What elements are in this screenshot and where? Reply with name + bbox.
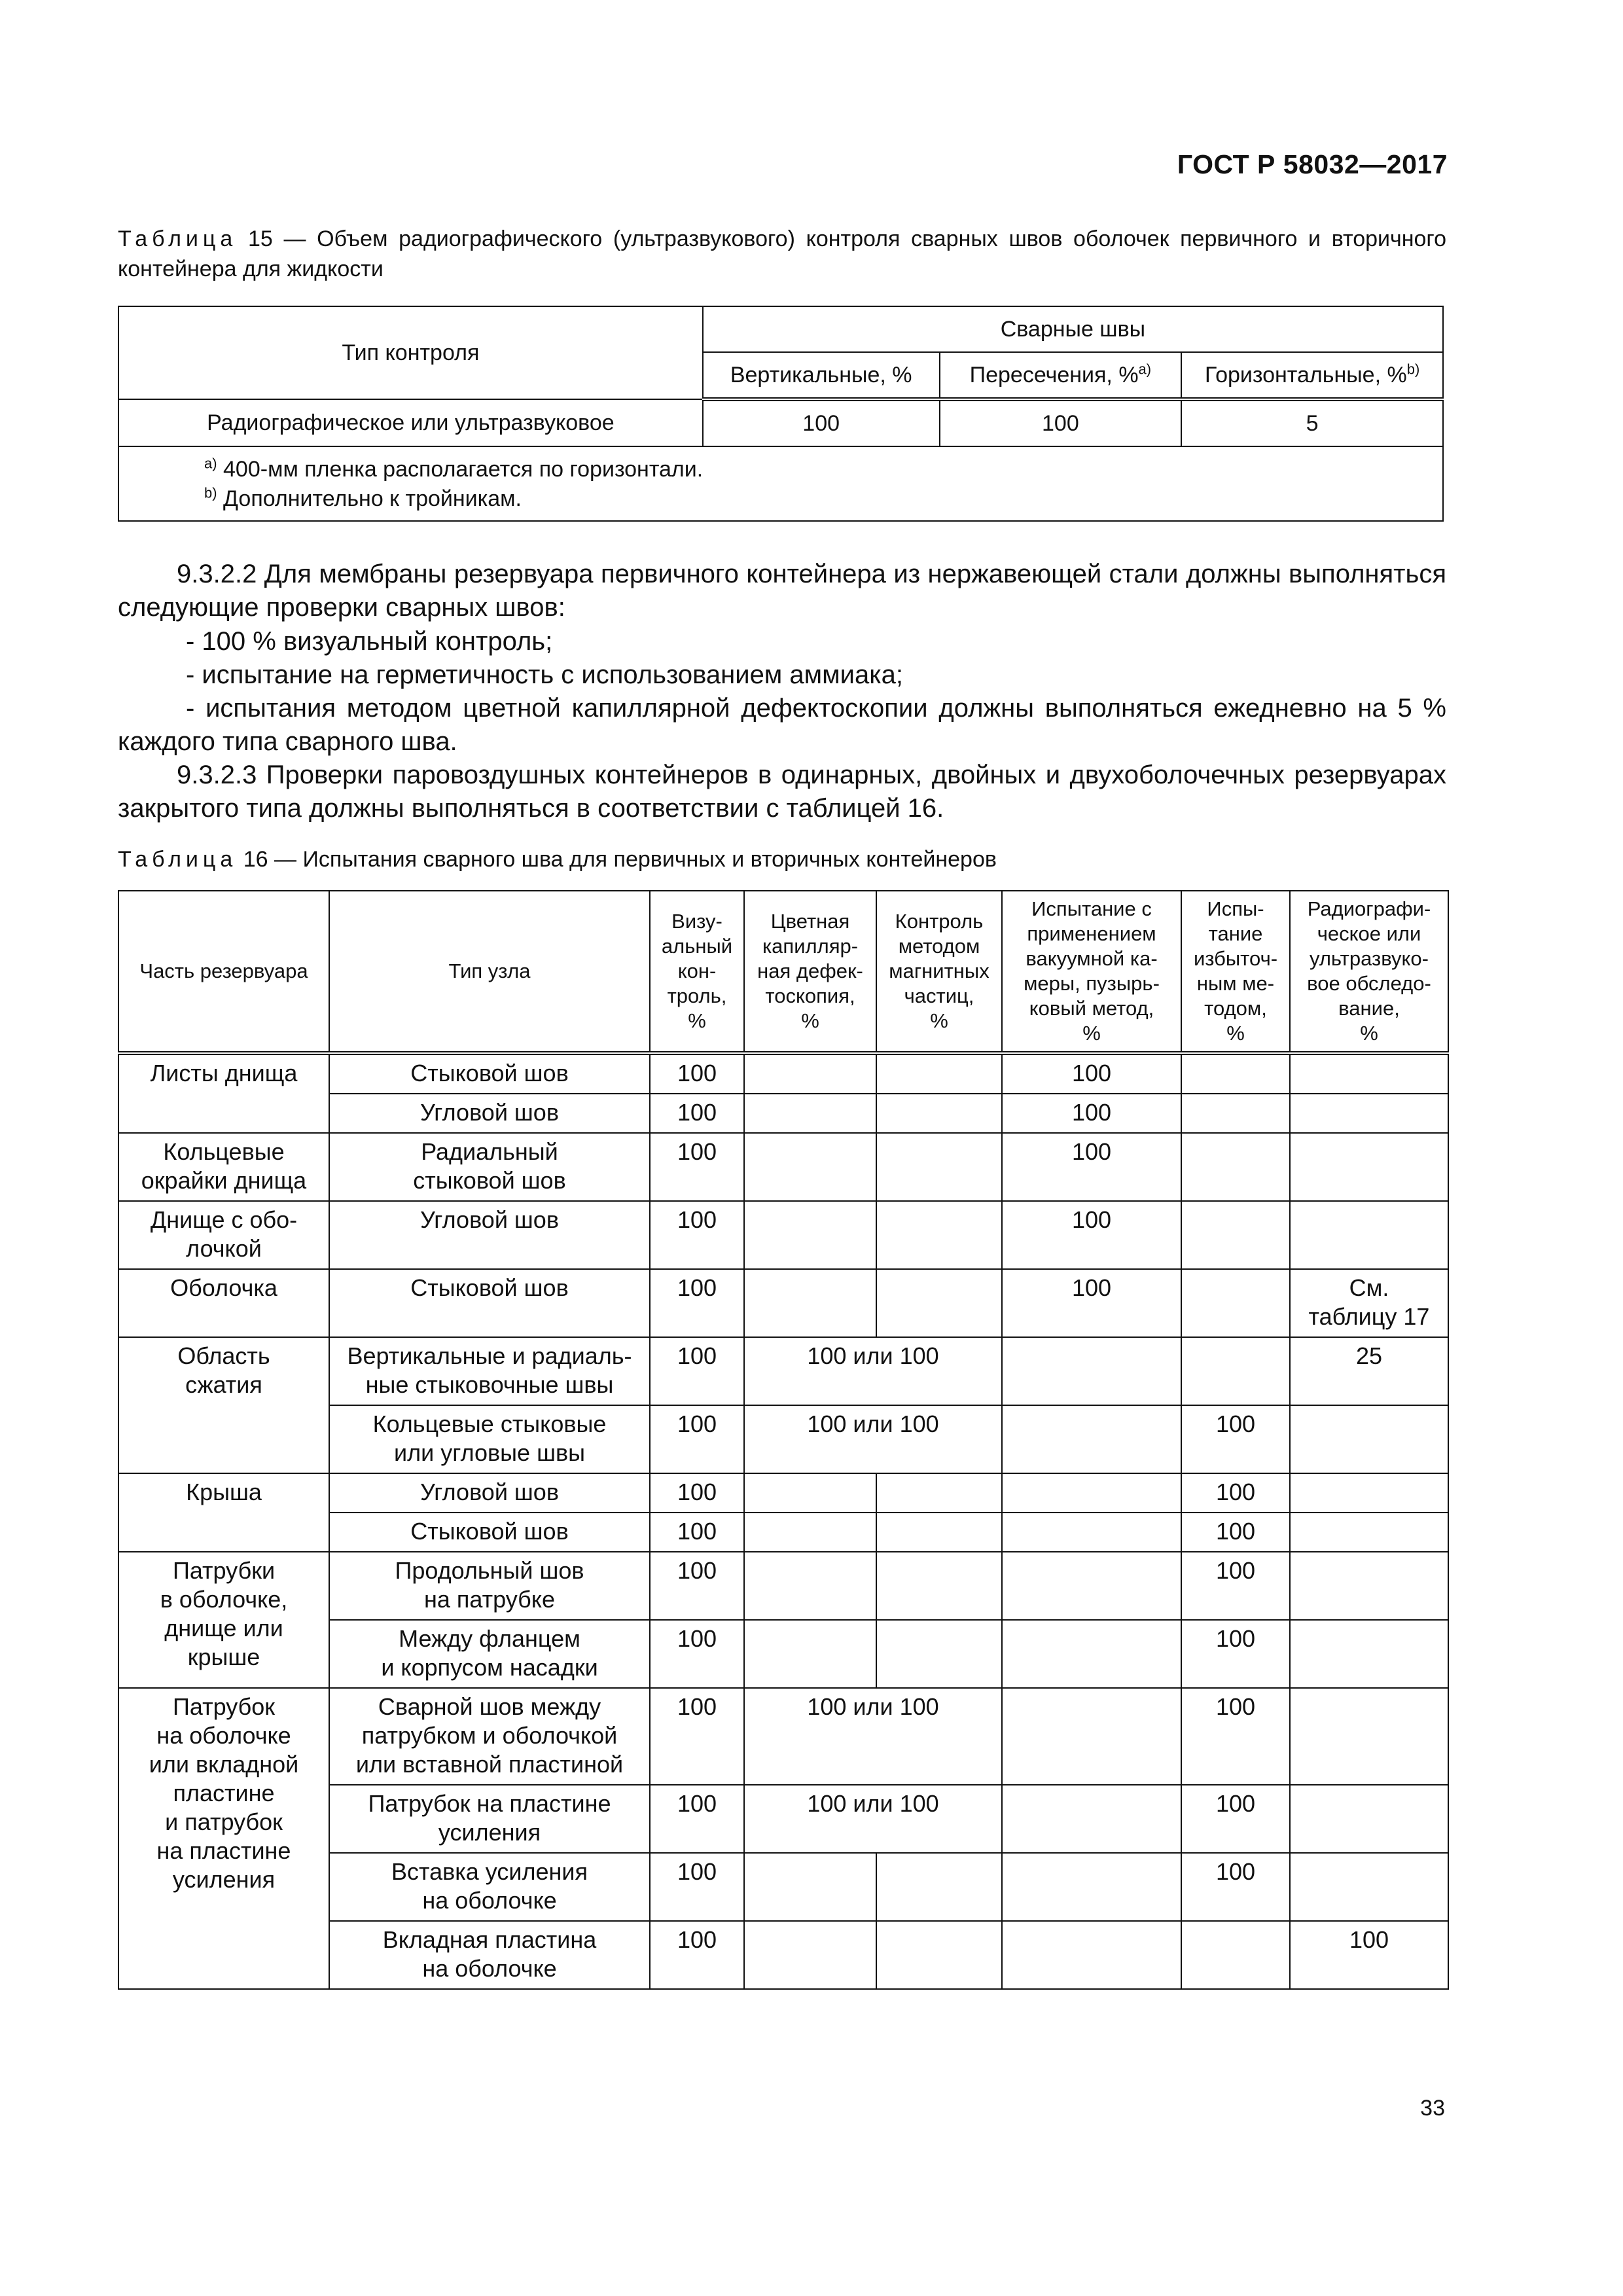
table15-note-b xyxy=(204,484,1442,514)
table-cell xyxy=(1002,1337,1181,1405)
table-cell xyxy=(1002,1688,1181,1785)
table-cell xyxy=(876,1473,1002,1513)
table15-header-welds: Сварные швы xyxy=(703,306,1443,352)
table-cell: Угловой шов xyxy=(329,1201,650,1269)
table-cell: 100 или 100 xyxy=(744,1337,1002,1405)
table-cell: 100 xyxy=(650,1133,744,1201)
table-cell: Область сжатия xyxy=(118,1337,329,1473)
table-cell xyxy=(1290,1133,1448,1201)
table-cell xyxy=(1290,1405,1448,1473)
table-cell xyxy=(876,1094,1002,1133)
table-cell: Сварной шов между патрубком и оболочкой или вставной пластиной xyxy=(329,1688,650,1785)
table-cell xyxy=(1002,1620,1181,1688)
table-cell xyxy=(1181,1094,1290,1133)
table15-notes-row xyxy=(118,446,1443,521)
table-cell: Крыша xyxy=(118,1473,329,1552)
table-cell: 100 xyxy=(650,1513,744,1552)
table-cell xyxy=(1002,1552,1181,1620)
table-cell: 100 xyxy=(650,1337,744,1405)
table-cell: 100 xyxy=(650,1688,744,1785)
table-cell: 100 xyxy=(1181,1620,1290,1688)
table16-caption-text: 16 — Испытания сварного шва для первичных и вторичных контейнеров xyxy=(243,847,997,872)
table-cell xyxy=(1290,1688,1448,1785)
table-cell: 100 xyxy=(650,1552,744,1620)
table15-header-intersections xyxy=(940,352,1182,399)
table-cell: 100 xyxy=(1002,1053,1181,1094)
note-text: Дополнительно к тройникам. xyxy=(223,486,522,511)
note-marker: а) xyxy=(204,455,217,472)
table-cell: 100 или 100 xyxy=(744,1405,1002,1473)
table-cell: Угловой шов xyxy=(329,1473,650,1513)
table-cell: 100 xyxy=(1290,1921,1448,1989)
table-cell: См. таблицу 17 xyxy=(1290,1269,1448,1337)
table-row xyxy=(118,1688,1448,1785)
table15-caption-text: 15 — Объем радиографического (ультразвукового) контроля сварных швов оболочек первичного и вторичного контейнера для жидкости xyxy=(118,226,1446,281)
note-text: 400-мм пленка располагается по горизонтали. xyxy=(223,457,704,482)
table-cell xyxy=(1002,1785,1181,1853)
page-number: 33 xyxy=(1420,2096,1445,2121)
table16-header-node: Тип узла xyxy=(329,891,650,1053)
table-cell: 100 xyxy=(650,1620,744,1688)
table-cell xyxy=(1181,1337,1290,1405)
table-cell: 100 xyxy=(940,399,1182,446)
table15-notes xyxy=(118,446,1443,521)
table15-header-intersections-label: Пересечения, % xyxy=(969,362,1139,387)
table-cell: Вертикальные и радиаль- ные стыковочные швы xyxy=(329,1337,650,1405)
table-cell: Оболочка xyxy=(118,1269,329,1337)
table-cell: 100 xyxy=(650,1853,744,1921)
table-row xyxy=(118,1337,1448,1405)
table-cell: 100 xyxy=(703,399,940,446)
table-cell xyxy=(1181,1269,1290,1337)
note-marker: b) xyxy=(204,484,217,501)
table-cell: 100 xyxy=(1002,1094,1181,1133)
table-cell: Стыковой шов xyxy=(329,1269,650,1337)
table-cell: 100 xyxy=(650,1405,744,1473)
table-row xyxy=(118,1053,1448,1094)
table15-caption xyxy=(118,224,1446,284)
table-row xyxy=(118,1269,1448,1337)
table-cell: Патрубки в оболочке, днище или крыше xyxy=(118,1552,329,1688)
list-item xyxy=(118,692,1446,759)
table16-header-capillary: Цветная капилляр- ная дефек- тоскопия, % xyxy=(744,891,876,1053)
table-cell: 5 xyxy=(1181,399,1443,446)
table-cell: 100 xyxy=(1181,1552,1290,1620)
table-cell: 100 xyxy=(650,1921,744,1989)
table-cell xyxy=(744,1133,876,1201)
paragraph-text: 9.3.2.3 Проверки паровоздушных контейнеров в одинарных, двойных и двухоболочечных резервуарах закрытого типа должны выполняться в соответствии с таблицей 16. xyxy=(118,761,1446,823)
table-cell xyxy=(876,1552,1002,1620)
table-cell xyxy=(1290,1620,1448,1688)
table-cell xyxy=(1181,1921,1290,1989)
table15-header-vertical xyxy=(703,352,940,399)
table-cell xyxy=(876,1201,1002,1269)
table-cell: 100 xyxy=(650,1094,744,1133)
table-cell: Вкладная пластина на оболочке xyxy=(329,1921,650,1989)
table-cell: 25 xyxy=(1290,1337,1448,1405)
table16-header-part: Часть резервуара xyxy=(118,891,329,1053)
footnote-marker-b: b) xyxy=(1406,361,1420,378)
table-row xyxy=(118,1133,1448,1201)
table15-note-a xyxy=(204,455,1442,484)
list-item: - 100 % визуальный контроль; xyxy=(186,627,553,656)
table-cell: 100 xyxy=(650,1053,744,1094)
table-cell xyxy=(1002,1513,1181,1552)
table15-header-control-type: Тип контроля xyxy=(118,306,703,399)
table16-caption xyxy=(118,844,1446,874)
paragraph-9-3-2-2 xyxy=(118,558,1446,624)
table-cell xyxy=(876,1269,1002,1337)
table-cell xyxy=(1290,1552,1448,1620)
table-cell xyxy=(876,1921,1002,1989)
paragraph-9-3-2-3 xyxy=(118,759,1446,825)
table-cell: 100 xyxy=(650,1269,744,1337)
table15-caption-label: Таблица xyxy=(118,226,238,251)
table-cell: Кольцевые окрайки днища xyxy=(118,1133,329,1201)
table-cell: 100 или 100 xyxy=(744,1785,1002,1853)
table-cell xyxy=(1181,1201,1290,1269)
table-cell xyxy=(1002,1853,1181,1921)
table-cell: 100 xyxy=(1181,1785,1290,1853)
table-cell xyxy=(744,1620,876,1688)
table-cell xyxy=(1002,1473,1181,1513)
table-cell xyxy=(744,1201,876,1269)
table-cell xyxy=(1181,1053,1290,1094)
table16-header-magnetic: Контроль методом магнитных частиц, % xyxy=(876,891,1002,1053)
table-cell: 100 или 100 xyxy=(744,1688,1002,1785)
table16-header-pressure: Испы- тание избыточ- ным ме- тодом, % xyxy=(1181,891,1290,1053)
table-cell: 100 xyxy=(1002,1133,1181,1201)
table-cell xyxy=(744,1552,876,1620)
table15 xyxy=(118,306,1444,522)
table-cell xyxy=(876,1133,1002,1201)
table-row xyxy=(118,1201,1448,1269)
table16 xyxy=(118,890,1449,1990)
table-cell: Продольный шов на патрубке xyxy=(329,1552,650,1620)
table-cell: Стыковой шов xyxy=(329,1053,650,1094)
table-cell xyxy=(1181,1133,1290,1201)
table-cell: Днище с обо- лочкой xyxy=(118,1201,329,1269)
table15-header-horizontal-label: Горизонтальные, % xyxy=(1204,362,1407,387)
table-cell xyxy=(876,1513,1002,1552)
table-cell: 100 xyxy=(650,1473,744,1513)
table-cell xyxy=(744,1053,876,1094)
table-cell xyxy=(744,1473,876,1513)
table-cell xyxy=(1290,1201,1448,1269)
table15-header-horizontal xyxy=(1181,352,1443,399)
table-cell xyxy=(1002,1405,1181,1473)
table16-caption-label: Таблица xyxy=(118,847,238,872)
table-cell xyxy=(1290,1094,1448,1133)
table-cell xyxy=(876,1053,1002,1094)
table-cell: 100 xyxy=(1181,1513,1290,1552)
table-cell: 100 xyxy=(650,1201,744,1269)
table-cell xyxy=(744,1513,876,1552)
table-cell: Патрубок на оболочке или вкладной пластине и патрубок на пластине усиления xyxy=(118,1688,329,1989)
table16-header-vacuum: Испытание с применением вакуумной ка- меры, пузырь- ковый метод, % xyxy=(1002,891,1181,1053)
table-cell xyxy=(1290,1785,1448,1853)
table-cell xyxy=(876,1853,1002,1921)
table-cell: Радиальный стыковой шов xyxy=(329,1133,650,1201)
table-cell: Кольцевые стыковые или угловые швы xyxy=(329,1405,650,1473)
footnote-marker-a: а) xyxy=(1138,361,1152,378)
table-cell: 100 xyxy=(1002,1201,1181,1269)
table-row xyxy=(118,399,1443,446)
table-cell xyxy=(876,1620,1002,1688)
paragraph-text: - испытания методом цветной капиллярной дефектоскопии должны выполняться ежедневно на 5 % каждого типа сварного шва. xyxy=(118,694,1446,756)
paragraph-text: 9.3.2.2 Для мембраны резервуара первичного контейнера из нержавеющей стали должны выполняться следующие проверки сварных швов: xyxy=(118,560,1446,622)
table-cell: Радиографическое или ультразвуковое xyxy=(118,399,703,446)
table15-header-vertical-label: Вертикальные, % xyxy=(730,362,912,387)
table-cell: 100 xyxy=(1002,1269,1181,1337)
table-cell xyxy=(744,1853,876,1921)
table-row xyxy=(118,1473,1448,1513)
table-cell xyxy=(1290,1473,1448,1513)
table-cell xyxy=(1290,1853,1448,1921)
table-cell: 100 xyxy=(1181,1473,1290,1513)
table-cell xyxy=(1002,1921,1181,1989)
list-item: - испытание на герметичность с использованием аммиака; xyxy=(186,660,903,689)
table-cell xyxy=(744,1094,876,1133)
table-cell: 100 xyxy=(1181,1405,1290,1473)
table-cell xyxy=(1290,1053,1448,1094)
table-cell: 100 xyxy=(1181,1853,1290,1921)
table-row xyxy=(118,1552,1448,1620)
table-cell: Угловой шов xyxy=(329,1094,650,1133)
table-cell: Между фланцем и корпусом насадки xyxy=(329,1620,650,1688)
table-cell: 100 xyxy=(650,1785,744,1853)
table16-header-radiographic: Радиографи- ческое или ультразвуко- вое обследо- вание, % xyxy=(1290,891,1448,1053)
table16-header-visual: Визу- альный кон- троль, % xyxy=(650,891,744,1053)
table-cell xyxy=(744,1269,876,1337)
document-standard-number: ГОСТ Р 58032—2017 xyxy=(1177,149,1448,179)
table-cell xyxy=(744,1921,876,1989)
table-cell: Листы днища xyxy=(118,1053,329,1133)
table-cell: Патрубок на пластине усиления xyxy=(329,1785,650,1853)
table-cell: Стыковой шов xyxy=(329,1513,650,1552)
table-cell xyxy=(1290,1513,1448,1552)
table-cell: Вставка усиления на оболочке xyxy=(329,1853,650,1921)
table-cell: 100 xyxy=(1181,1688,1290,1785)
